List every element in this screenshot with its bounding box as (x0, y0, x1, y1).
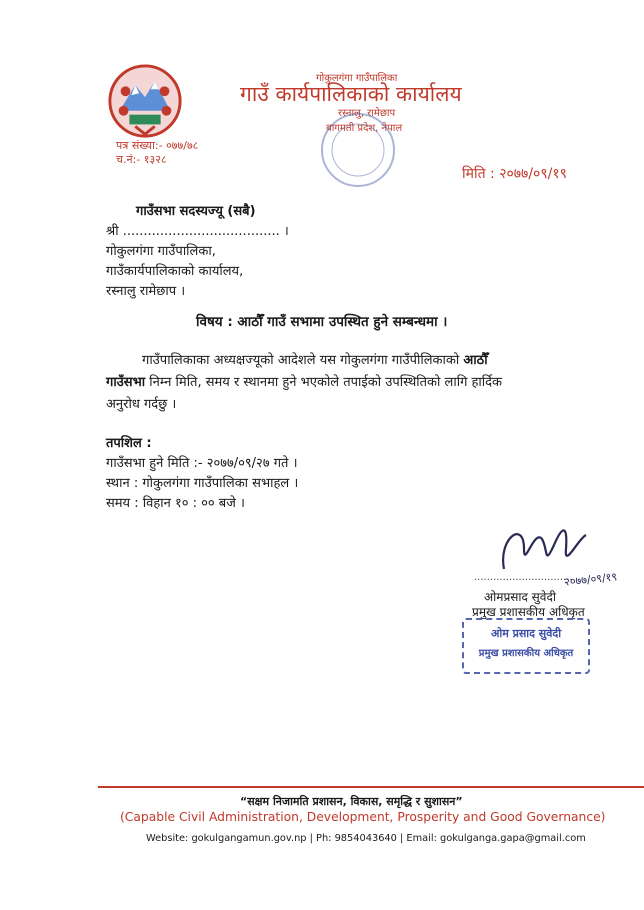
dispatch-number: च.नं:- १३२८ (116, 153, 167, 166)
recipient-name: गाउँसभा सदस्यज्यू (सबै) (136, 204, 256, 219)
stamp-name: ओम प्रसाद सुवेदी (490, 627, 562, 640)
details-heading: तपशिल : (106, 436, 152, 451)
address-line2: बागमती प्रदेश, नेपाल (326, 123, 403, 134)
footer-english-motto: (Capable Civil Administration, Development, Prosperity and Good Governance) (120, 810, 606, 824)
official-stamp (462, 618, 590, 674)
footer-divider (98, 786, 644, 788)
body-paragraph (106, 350, 502, 416)
recipient-block (106, 202, 289, 302)
recipient-dots: ...................................... । (122, 224, 289, 239)
signature-scribble-icon (494, 508, 594, 580)
body-line2: निम्न मिति, समय र स्थानमा हुने भएकोले तपाईको उपस्थितिको लागि हार्दिक (145, 375, 503, 390)
stamp-title: प्रमुख प्रशासकीय अधिकृत (478, 648, 574, 659)
details-block (106, 434, 298, 514)
body-line2-bold: गाउँसभा (106, 375, 146, 390)
body-line1-bold: आठौँ (463, 353, 488, 368)
signature-dots: ............................... (474, 572, 573, 583)
signatory-title: प्रमुख प्रशासकीय अधिकृत (472, 605, 585, 619)
office-title: गाउँ कार्यपालिकाको कार्यालय (240, 82, 462, 106)
municipality-name: गोकुलगंगा गाउँपालिका (316, 73, 398, 84)
footer-motto: “सक्षम निजामति प्रशासन, विकास, समृद्धि र सुशासन” (240, 795, 463, 808)
body-line1: गाउँपालिकाका अध्यक्षज्यूको आदेशले यस गोकुलगंगा गाउँपीलिकाको (142, 353, 464, 368)
recipient-line3: गाउँकार्यपालिकाको कार्यालय, (106, 264, 244, 279)
nepal-emblem-icon (106, 62, 184, 140)
address-line1: रस्नालु, रामेछाप (338, 108, 396, 119)
letter-date: मिति : २०७७/०९/१९ (462, 166, 567, 182)
office-seal-icon (318, 110, 398, 190)
details-time: समय : विहान १० : ०० बजे । (106, 496, 245, 511)
reference-number: पत्र संख्या:- ०७७/७८ (116, 139, 199, 152)
subject-line: विषय : आठौँ गाउँ सभामा उपस्थित हुने सम्बन्धमा । (196, 314, 448, 330)
recipient-honorific: श्री (106, 224, 119, 239)
details-place: स्थान : गोकुलगंगा गाउँपालिका सभाहल । (106, 476, 299, 491)
recipient-line4: रस्नालु रामेछाप । (106, 284, 186, 299)
signatory-name: ओमप्रसाद सुवेदी (484, 590, 556, 604)
details-date: गाउँसभा हुने मिति :- २०७७/०९/२७ गते । (106, 456, 298, 471)
signature-date: २०७७/०९/१९ (563, 570, 618, 589)
recipient-line2: गोकुलगंगा गाउँपालिका, (106, 244, 216, 259)
footer-contact: Website: gokulgangamun.gov.np | Ph: 9854043640 | Email: gokulganga.gapa@gmail.com (146, 833, 586, 844)
body-line3: अनुरोध गर्दछु । (106, 397, 177, 412)
